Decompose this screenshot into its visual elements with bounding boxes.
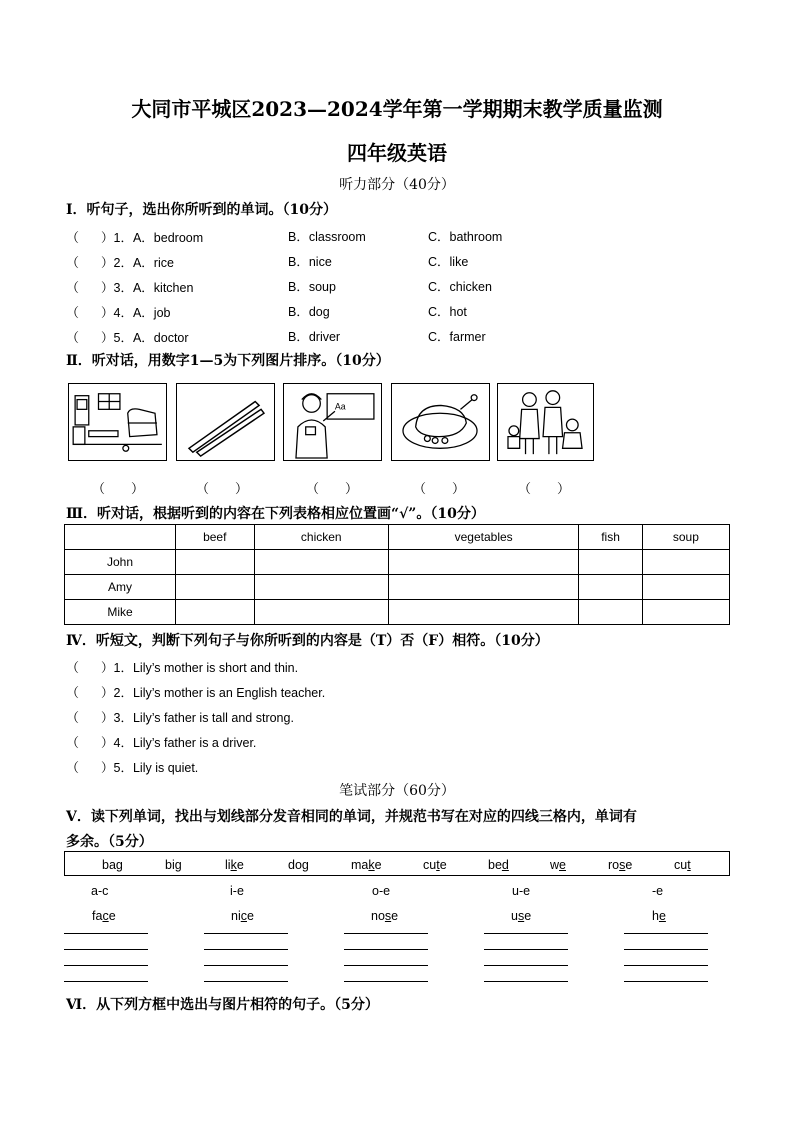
chopsticks-picture — [176, 383, 275, 461]
option-c: C．chicken — [428, 280, 492, 294]
picture-5-answer[interactable]: （ ） — [518, 481, 571, 496]
teacher-picture — [283, 383, 382, 461]
picture-2-answer[interactable]: （ ） — [196, 481, 249, 496]
example-word: use — [511, 909, 532, 923]
list-item: （ ）3．Lily’s father is tall and strong. — [66, 710, 294, 725]
svg-text:Aa: Aa — [334, 401, 346, 412]
table-header: chicken — [254, 525, 388, 550]
list-item: （ ）4．A．job — [66, 305, 171, 320]
example-word: nose — [371, 909, 399, 923]
writing-grid[interactable] — [624, 933, 708, 983]
section-3-heading: Ⅲ．听对话，根据听到的内容在下列表格相应位置画“√”。（10分） — [66, 506, 485, 522]
page-title: 大同市平城区2023—2024学年第一学期期末教学质量监测 — [131, 97, 663, 121]
writing-grid[interactable] — [64, 933, 148, 983]
table-row — [65, 550, 730, 575]
listening-header: 听力部分（40分） — [339, 177, 455, 193]
table-header — [65, 525, 176, 550]
word-item: cute — [423, 858, 447, 872]
answer-cell[interactable] — [642, 575, 729, 600]
word-item: make — [351, 858, 382, 872]
answer-cell[interactable] — [254, 550, 388, 575]
table-header: soup — [642, 525, 729, 550]
pattern-label: u-e — [512, 884, 531, 898]
word-item: rose — [608, 858, 633, 872]
table-header: beef — [176, 525, 255, 550]
section-5-heading: Ⅴ．读下列单词，找出与划线部分发音相同的单词，并规范书写在对应的四线三格内，单词有 — [66, 809, 637, 825]
answer-cell[interactable] — [176, 575, 255, 600]
word-item: bag — [102, 858, 123, 872]
list-item: （ ）1．A．bedroom — [66, 230, 204, 245]
table-header: vegetables — [388, 525, 578, 550]
word-item: cut — [674, 858, 691, 872]
writing-header: 笔试部分（60分） — [339, 783, 455, 799]
list-item: （ ）1．Lily’s mother is short and thin. — [66, 660, 299, 675]
option-b: B．driver — [288, 330, 341, 344]
option-b: B．nice — [288, 255, 332, 269]
writing-grid[interactable] — [204, 933, 288, 983]
answer-cell[interactable] — [388, 600, 578, 625]
section-6-heading: Ⅵ．从下列方框中选出与图片相符的句子。（5分） — [66, 997, 379, 1013]
writing-grid[interactable] — [344, 933, 428, 983]
writing-grid[interactable] — [484, 933, 568, 983]
option-b: B．classroom — [288, 230, 366, 244]
word-item: like — [225, 858, 244, 872]
option-b: B．dog — [288, 305, 330, 319]
row-name: Amy — [65, 575, 176, 600]
answer-cell[interactable] — [579, 575, 642, 600]
living-room-picture — [68, 383, 167, 461]
picture-1-answer[interactable]: （ ） — [92, 481, 145, 496]
picture-3-answer[interactable]: （ ） — [306, 481, 359, 496]
section-5-heading-cont: 多余。（5分） — [66, 834, 153, 850]
list-item: （ ）5．A．doctor — [66, 330, 189, 345]
roast-chicken-picture — [391, 383, 490, 461]
option-c: C．hot — [428, 305, 467, 319]
answer-cell[interactable] — [176, 600, 255, 625]
answer-cell[interactable] — [176, 550, 255, 575]
option-c: C．like — [428, 255, 469, 269]
row-name: John — [65, 550, 176, 575]
table-header: fish — [579, 525, 642, 550]
pattern-label: -e — [652, 884, 664, 898]
section-4-heading: Ⅳ．听短文，判断下列句子与你所听到的内容是（T）否（F）相符。（10分） — [66, 633, 549, 649]
table-row — [65, 575, 730, 600]
example-word: he — [652, 909, 666, 923]
word-item: we — [550, 858, 566, 872]
option-c: C．bathroom — [428, 230, 503, 244]
table-row — [65, 600, 730, 625]
page-subtitle: 四年级英语 — [347, 141, 447, 165]
example-word: face — [92, 909, 116, 923]
example-word: nice — [231, 909, 254, 923]
answer-cell[interactable] — [254, 600, 388, 625]
list-item: （ ）3．A．kitchen — [66, 280, 194, 295]
food-table — [64, 524, 730, 625]
answer-cell[interactable] — [579, 600, 642, 625]
table-header-row — [65, 525, 730, 550]
word-item: big — [165, 858, 182, 872]
answer-cell[interactable] — [388, 575, 578, 600]
option-c: C．farmer — [428, 330, 486, 344]
word-item: dog — [288, 858, 309, 872]
list-item: （ ）5．Lily is quiet. — [66, 760, 199, 775]
picture-4-answer[interactable]: （ ） — [413, 481, 466, 496]
pattern-label: i-e — [230, 884, 244, 898]
answer-cell[interactable] — [642, 600, 729, 625]
pattern-label: o-e — [372, 884, 391, 898]
list-item: （ ）2．A．rice — [66, 255, 174, 270]
answer-cell[interactable] — [642, 550, 729, 575]
section-1-heading: Ⅰ．听句子，选出你所听到的单词。（10分） — [66, 202, 338, 218]
section-2-heading: Ⅱ．听对话，用数字1—5为下列图片排序。（10分） — [66, 353, 390, 369]
family-picture — [497, 383, 594, 461]
answer-cell[interactable] — [388, 550, 578, 575]
list-item: （ ）2．Lily’s mother is an English teacher. — [66, 685, 326, 700]
pattern-label: a-c — [91, 884, 109, 898]
answer-cell[interactable] — [254, 575, 388, 600]
row-name: Mike — [65, 600, 176, 625]
option-b: B．soup — [288, 280, 336, 294]
word-item: bed — [488, 858, 509, 872]
answer-cell[interactable] — [579, 550, 642, 575]
list-item: （ ）4．Lily’s father is a driver. — [66, 735, 257, 750]
